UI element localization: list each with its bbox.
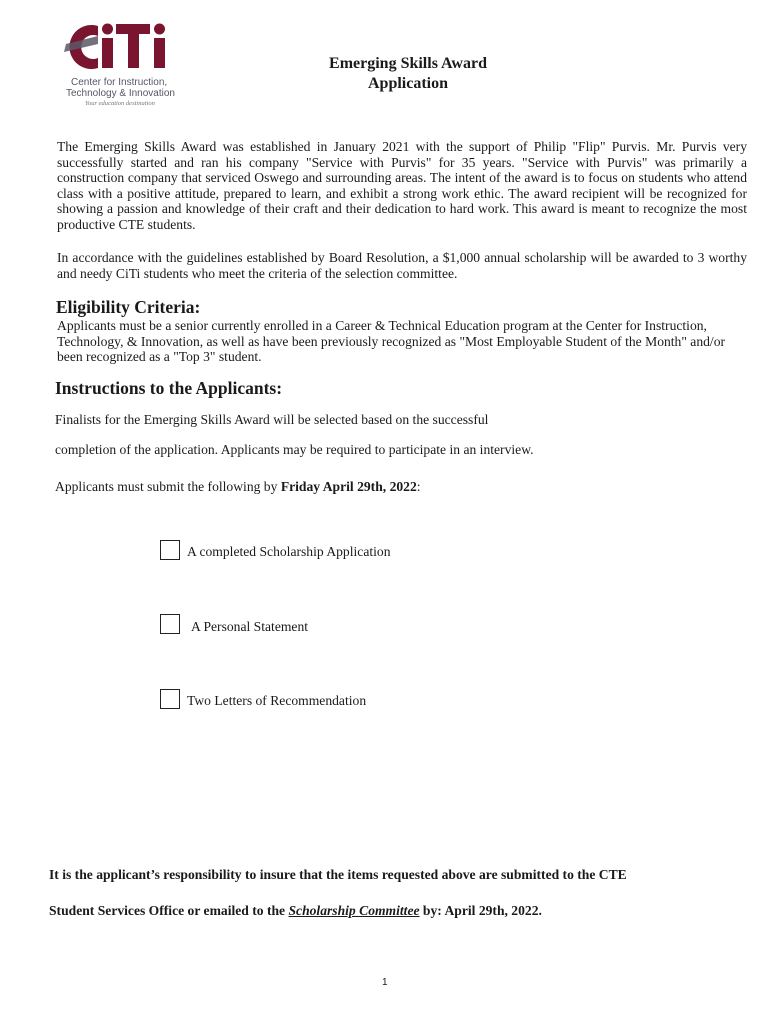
- checklist-label-3: Two Letters of Recommendation: [187, 693, 367, 708]
- footer-line2: [49, 903, 542, 919]
- submit-date: Friday April 29th, 2022: [280, 479, 417, 494]
- checkbox-scholarship-application[interactable]: [160, 540, 180, 560]
- checklist-label-1: A completed Scholarship Application: [187, 544, 391, 559]
- logo-line1: Center for Instruction,: [71, 77, 168, 88]
- intro-paragraph-1: The Emerging Skills Award was established in January 2021 with the support of Philip "Flip" Purvis. Mr. Purvis very successfully started and ran his company "Service with Purvis" for 35 years. "Service with Purvis" was primarily a construction company that serviced Oswego and surrounding areas. The intent of the award is to focus on students who attend class with a positive attitude, prepared to learn, and exhibit a strong work ethic. The award recipient will be recognized for showing a passion and knowledge of their craft and their dedication to hard work. This award is meant to recognize the most productive CTE students.: [57, 139, 747, 232]
- instructions-line2: completion of the application. Applicants may be required to participate in an interview.: [55, 442, 534, 457]
- submit-deadline-line: [55, 479, 421, 495]
- scholarship-committee-link[interactable]: Scholarship Committee: [288, 903, 420, 918]
- instructions-line1: Finalists for the Emerging Skills Award will be selected based on the successful: [55, 412, 489, 427]
- title-line2: Application: [367, 75, 448, 92]
- citi-logo: [58, 18, 182, 110]
- footer-line1: It is the applicant’s responsibility to insure that the items requested above are submitted to the CTE: [49, 867, 627, 882]
- page-number: 1: [382, 977, 388, 988]
- submit-prefix: Applicants must submit the following by: [55, 479, 281, 494]
- eligibility-heading: Eligibility Criteria:: [56, 297, 201, 317]
- checkbox-letters-of-recommendation[interactable]: [160, 689, 180, 709]
- submit-suffix: :: [416, 479, 421, 494]
- eligibility-text: Applicants must be a senior currently enrolled in a Career & Technical Education program at the Center for Instruction, Technology, & Innovation, as well as have been previously recognized as "Most Employable Student of the Month" and/or been recognized as a "Top 3" student.: [57, 318, 726, 365]
- citi-logo-mark: [58, 18, 182, 76]
- checkbox-personal-statement[interactable]: [160, 614, 180, 634]
- logo-tagline: Your education destination: [85, 100, 155, 107]
- footer-line2-suffix: by: April 29th, 2022.: [419, 903, 542, 918]
- checklist-label-2: A Personal Statement: [191, 619, 309, 634]
- footer-line2-prefix: Student Services Office or emailed to the: [49, 903, 289, 918]
- title-line1: Emerging Skills Award: [329, 55, 487, 72]
- intro-paragraph-2: In accordance with the guidelines established by Board Resolution, a $1,000 annual scholarship will be awarded to 3 worthy and needy CiTi students who meet the criteria of the selection committee.: [57, 250, 747, 281]
- instructions-heading: Instructions to the Applicants:: [55, 378, 283, 398]
- page-title: [258, 54, 558, 94]
- logo-line2: Technology & Innovation: [66, 88, 175, 99]
